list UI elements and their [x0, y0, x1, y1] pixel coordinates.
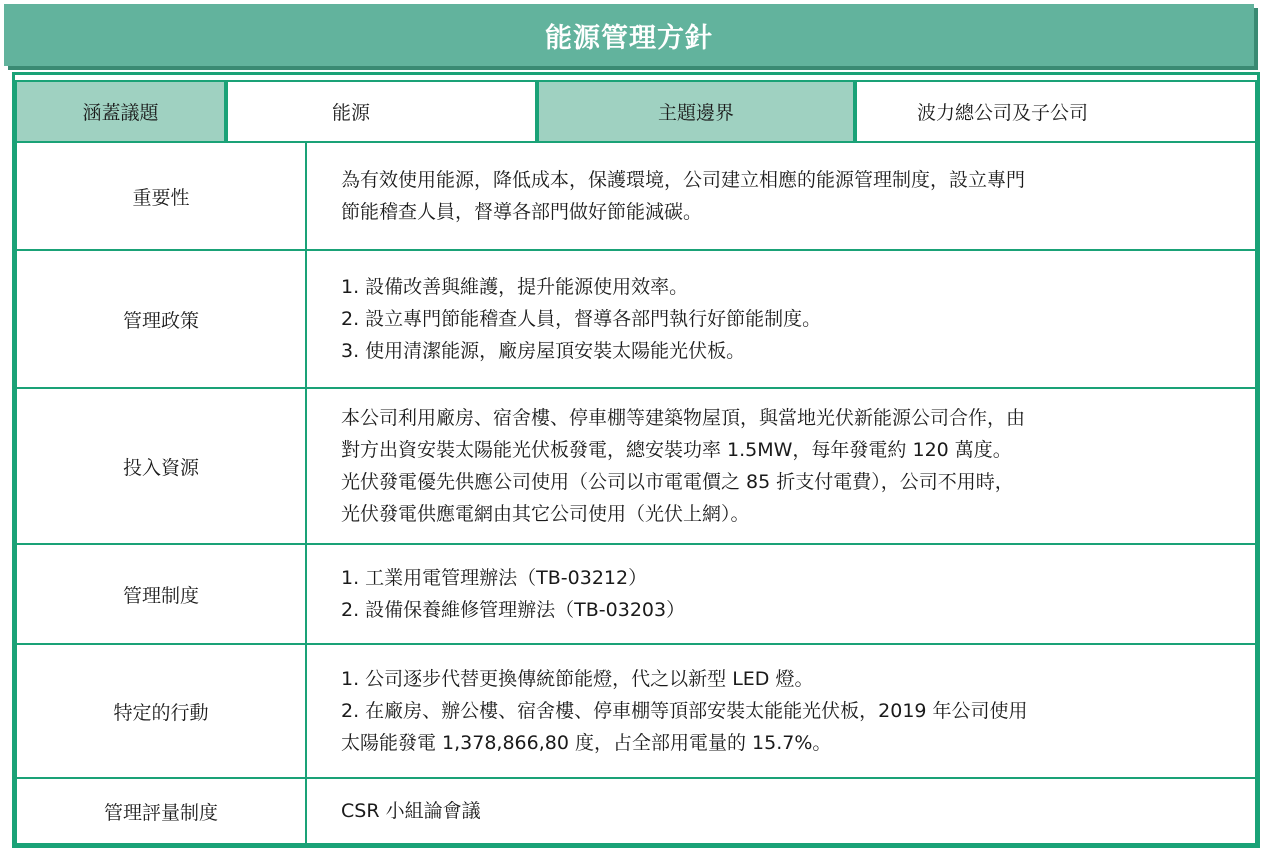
evaluation-label: 管理評量制度: [103, 801, 218, 824]
policy-table: [12, 72, 1260, 848]
boundary-value: 波力總公司及子公司: [917, 102, 1089, 124]
page-title: 能源管理方針: [545, 22, 713, 54]
row-label-cell: [15, 387, 307, 545]
topic-label: 涵蓋議題: [82, 102, 159, 124]
resources-line: 對方出資安裝太陽能光伏板發電，總安裝功率 1.5MW，每年發電約 120 萬度。: [341, 439, 1012, 461]
row-label-cell: [15, 543, 307, 645]
row-content-cell: [305, 543, 1257, 645]
row-label-cell: [15, 141, 307, 251]
policy-line: 3. 使用清潔能源，廠房屋頂安裝太陽能光伏板。: [341, 340, 746, 362]
importance-line: 節能稽查人員，督導各部門做好節能減碳。: [341, 201, 703, 223]
policy-line: 1. 設備改善與維護，提升能源使用效率。: [341, 276, 689, 298]
system-line: 1. 工業用電管理辦法（TB-03212）: [341, 567, 648, 589]
actions-line: 太陽能發電 1,378,866,80 度，占全部用電量的 15.7%。: [341, 732, 832, 754]
topic-value-cell: [226, 80, 537, 143]
specific-actions-label: 特定的行動: [113, 701, 209, 724]
resources-line: 本公司利用廠房、宿舍樓、停車棚等建築物屋頂，與當地光伏新能源公司合作，由: [341, 407, 1026, 429]
policy-line: 2. 設立專門節能稽查人員，督導各部門執行好節能制度。: [341, 308, 822, 330]
evaluation-line: CSR 小組論會議: [341, 800, 481, 822]
row-content-cell: [305, 387, 1257, 545]
row-label-cell: [15, 249, 307, 389]
resources-line: 光伏發電供應電網由其它公司使用（光伏上網）。: [341, 503, 750, 525]
system-line: 2. 設備保養維修管理辦法（TB-03203）: [341, 599, 686, 621]
importance-line: 為有效使用能源，降低成本，保護環境，公司建立相應的能源管理制度，設立專門: [341, 169, 1026, 191]
title-bar: [4, 4, 1254, 66]
topic-value: 能源: [332, 102, 371, 124]
row-label-cell: [15, 777, 307, 845]
boundary-label: 主題邊界: [657, 102, 734, 124]
row-content-cell: [305, 777, 1257, 845]
row-content-cell: [305, 643, 1257, 779]
boundary-label-cell: [537, 80, 855, 143]
management-system-label: 管理制度: [122, 584, 199, 607]
resources-label: 投入資源: [122, 456, 199, 479]
row-content-cell: [305, 141, 1257, 251]
management-policy-label: 管理政策: [122, 309, 199, 332]
actions-line: 2. 在廠房、辦公樓、宿舍樓、停車棚等頂部安裝太能能光伏板，2019 年公司使用: [341, 700, 1028, 722]
importance-label: 重要性: [132, 186, 190, 209]
topic-label-cell: [15, 80, 226, 143]
row-label-cell: [15, 643, 307, 779]
row-content-cell: [305, 249, 1257, 389]
actions-line: 1. 公司逐步代替更換傳統節能燈，代之以新型 LED 燈。: [341, 668, 814, 690]
boundary-value-cell: [855, 80, 1257, 143]
resources-line: 光伏發電優先供應公司使用（公司以市電電價之 85 折支付電費），公司不用時，: [341, 471, 1014, 493]
